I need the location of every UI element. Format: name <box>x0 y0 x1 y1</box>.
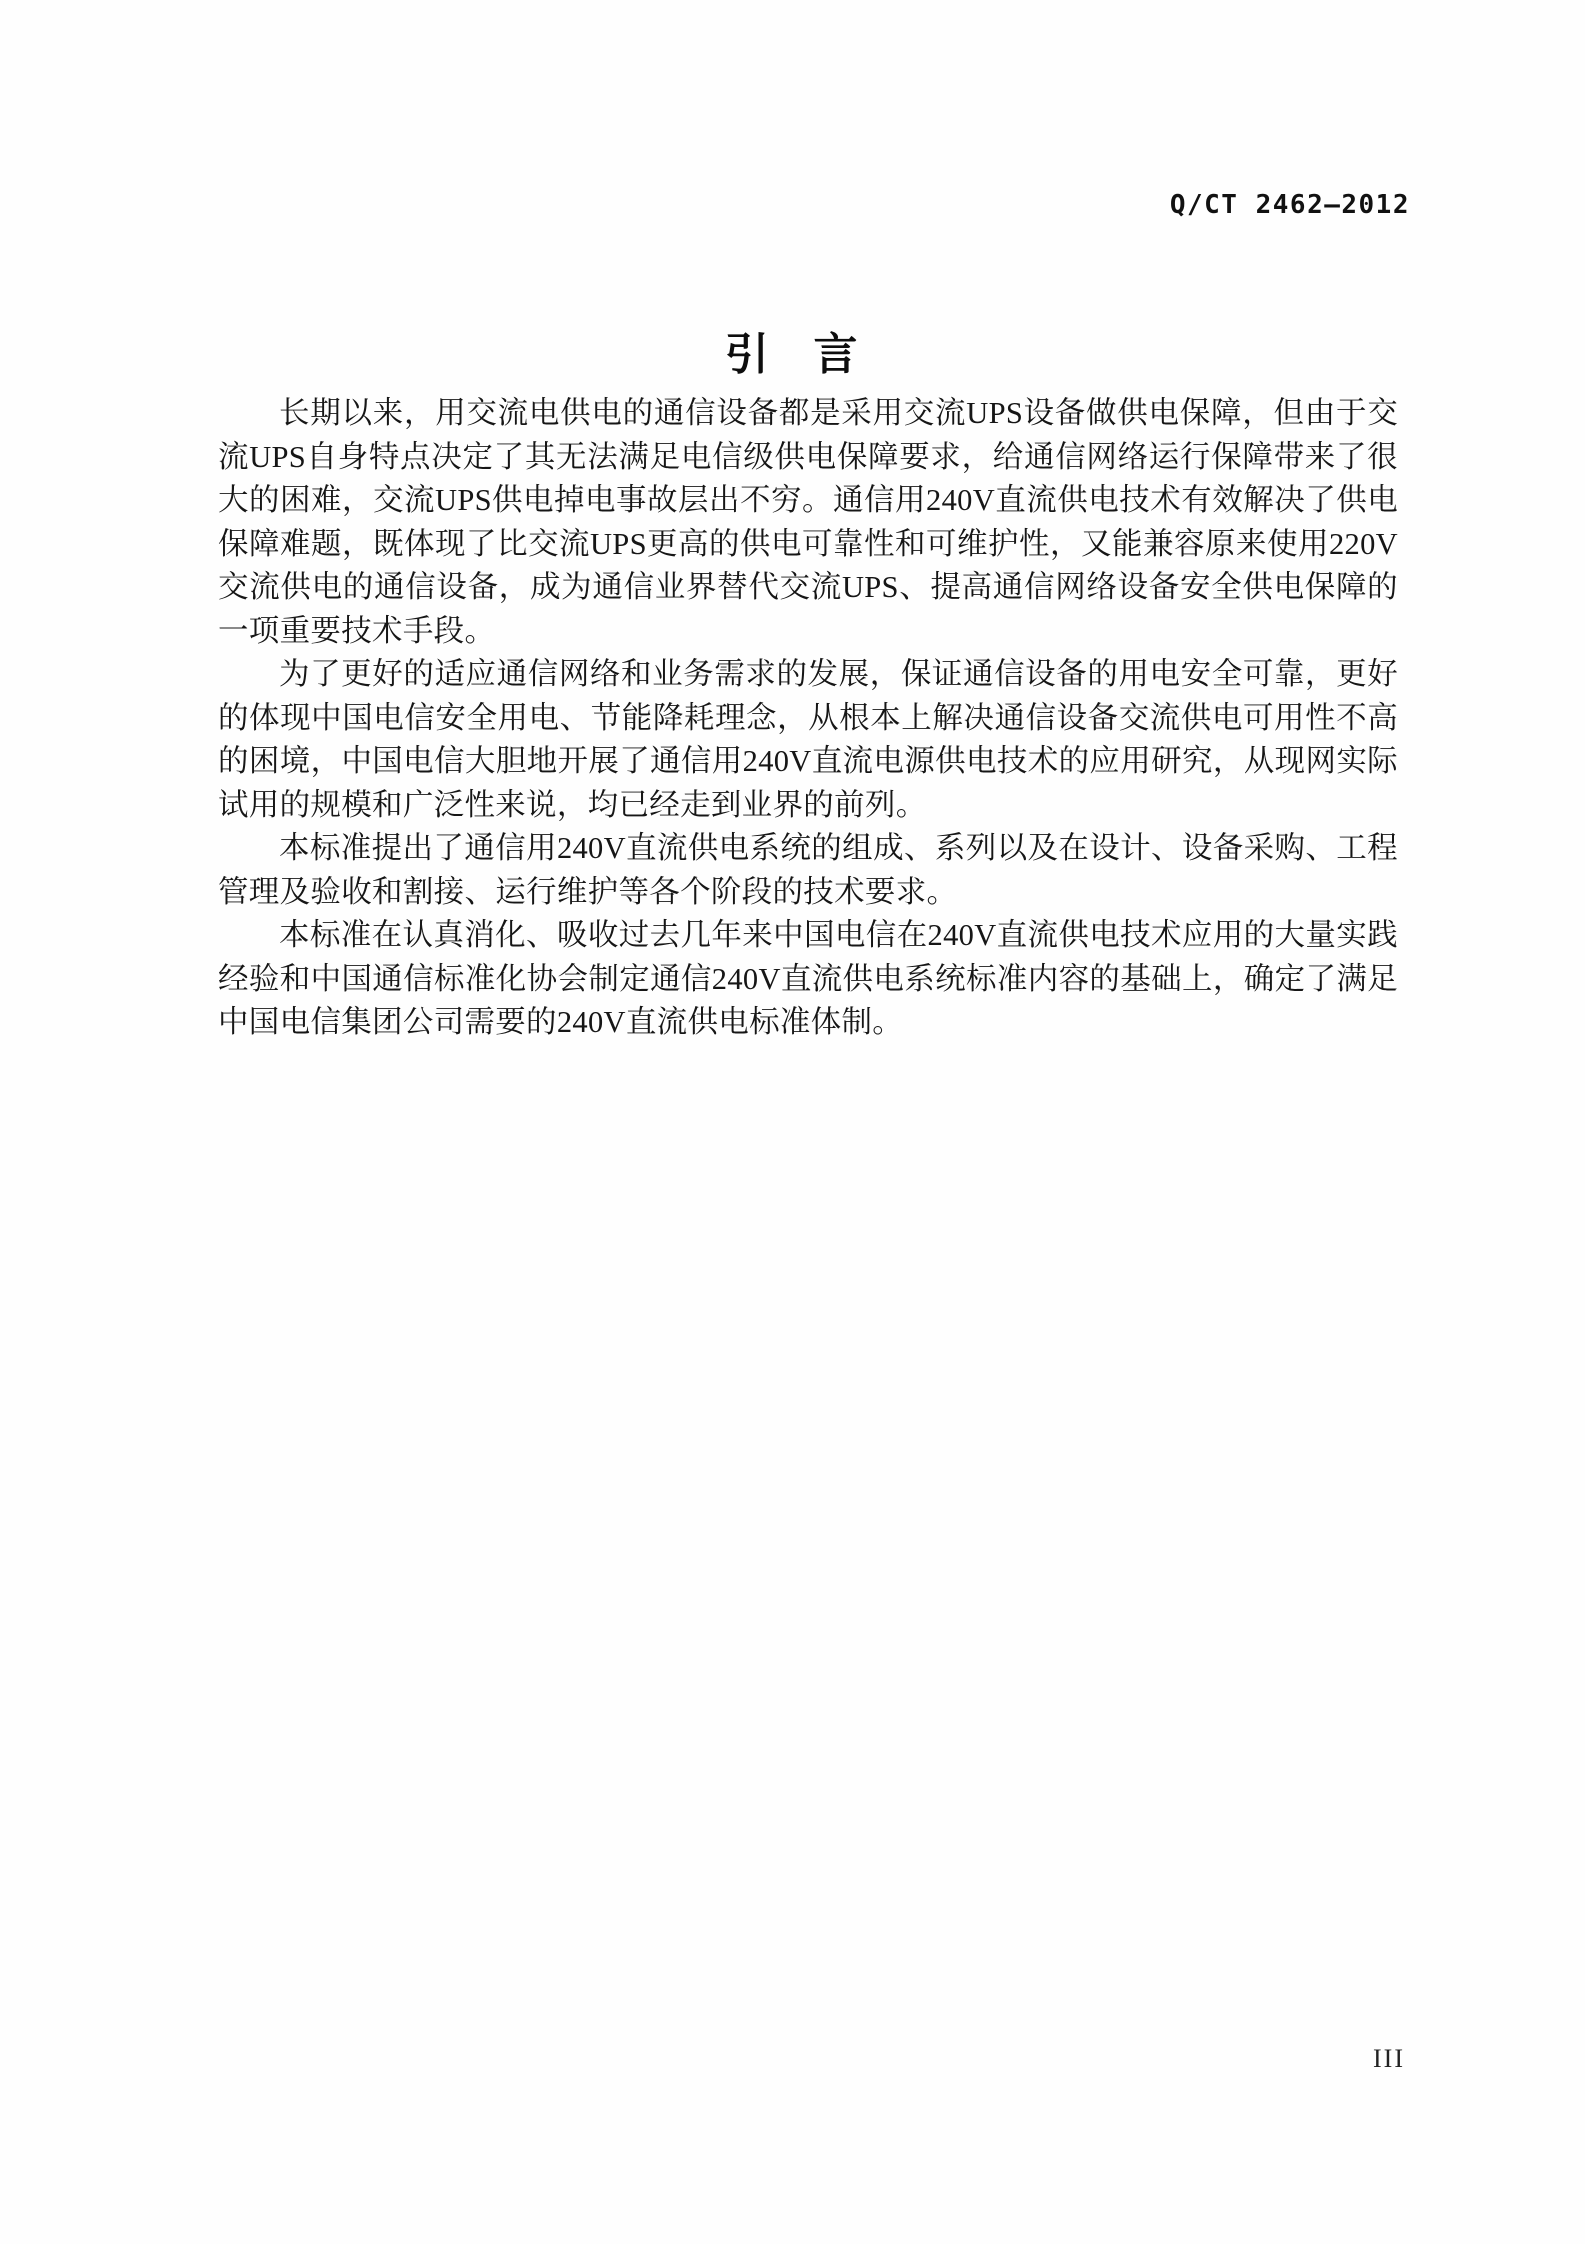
page-title-char-1: 引 <box>724 330 772 379</box>
running-header-standard-code: Q/CT 2462—2012 <box>1169 190 1410 220</box>
page-folio: III <box>1373 2044 1405 2073</box>
paragraph-3: 本标准提出了通信用240V直流供电系统的组成、系列以及在设计、设备采购、工程管理及验收和割接、运行维护等各个阶段的技术要求。 <box>218 831 1398 909</box>
page-title-char-2: 言 <box>813 330 861 379</box>
paragraph-1: 长期以来，用交流电供电的通信设备都是采用交流UPS设备做供电保障，但由于交流UPS自身特点决定了其无法满足电信级供电保障要求，给通信网络运行保障带来了很大的困难，交流UPS供电掉电事故层出不穷。通信用240V直流供电技术有效解决了供电保障难题，既体现了比交流UPS更高的供电可靠性和可维护性，又能兼容原来使用220V交流供电的通信设备，成为通信业界替代交流UPS、提高通信网络设备安全供电保障的一项重要技术手段。 <box>218 396 1398 648</box>
page-title <box>0 318 1585 382</box>
paragraph-2: 为了更好的适应通信网络和业务需求的发展，保证通信设备的用电安全可靠，更好的体现中国电信安全用电、节能降耗理念，从根本上解决通信设备交流供电可用性不高的困境，中国电信大胆地开展了通信用240V直流电源供电技术的应用研究，从现网实际试用的规模和广泛性来说，均已经走到业界的前列。 <box>218 657 1398 822</box>
paragraph-4: 本标准在认真消化、吸收过去几年来中国电信在240V直流供电技术应用的大量实践经验和中国通信标准化协会制定通信240V直流供电系统标准内容的基础上，确定了满足中国电信集团公司需要的240V直流供电标准体制。 <box>218 918 1398 1039</box>
foreword-body <box>218 392 1398 1045</box>
